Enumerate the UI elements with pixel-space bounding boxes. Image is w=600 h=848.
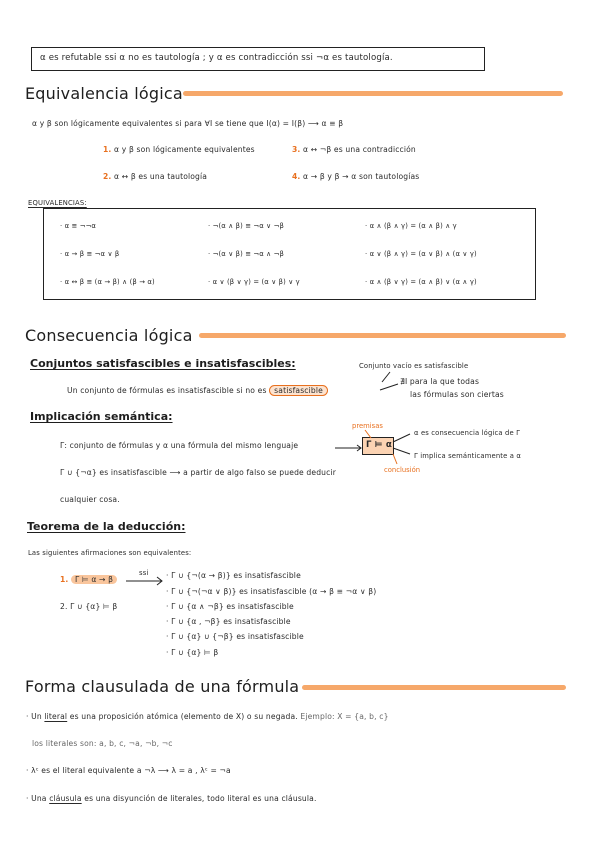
section-title-consecuencia: Consecuencia lógica [25, 326, 193, 345]
subtitle-implicacion: Implicación semántica: [30, 410, 173, 423]
equiv-item-2: 2. α ↔ β es una tautología [103, 172, 208, 181]
conclusion-label: conclusión [384, 466, 421, 474]
equivalences-label: EQUIVALENCIAS: [28, 199, 87, 207]
note-no-interpretation-2: las fórmulas son ciertas [410, 390, 504, 399]
subtitle-teorema: Teorema de la deducción: [27, 520, 186, 533]
equivalence-r3c1: · α ↔ β ≡ (α → β) ∧ (β → α) [60, 278, 155, 286]
section-title-equivalencia: Equivalencia lógica [25, 84, 183, 103]
section-underline-bar [183, 91, 563, 96]
entailment-formula: Γ ⊨ α [366, 440, 392, 450]
literal-term: literal [44, 712, 68, 721]
implication-description: Γ implica semánticamente a α [414, 452, 522, 460]
equivalence-r2c1: · α → β ≡ ¬α ∨ β [60, 250, 120, 258]
equiv-item-4: 4. α → β y β → α son tautologías [292, 172, 420, 181]
equiv-item-3: 3. α ↔ ¬β es una contradicción [292, 145, 416, 154]
literals-example: los literales son: a, b, c, ¬a, ¬b, ¬c [32, 739, 173, 748]
equivalence-r1c3: · α ∧ (β ∧ γ) = (α ∧ β) ∧ γ [365, 222, 457, 230]
literal-definition: · Un literal es una proposición atómica (elemento de X) o su negada. Ejemplo: X = {a, b, c} [26, 712, 389, 721]
deduction-list-5: · Γ ∪ {α} ∪ {¬β} es insatisfascible [166, 632, 304, 641]
note-no-interpretation-1: ∄I para la que todas [400, 377, 480, 386]
deduction-formula-highlight: Γ ⊨ α → β [71, 575, 117, 584]
deduction-list-3: · Γ ∪ {α ∧ ¬β} es insatisfascible [166, 602, 294, 611]
equivalence-r3c3: · α ∧ (β ∨ γ) = (α ∧ β) ∨ (α ∧ γ) [365, 278, 477, 286]
premisas-label: premisas [352, 422, 383, 430]
equivalence-definition: α y β son lógicamente equivalentes si para ∀I se tiene que I(α) = I(β) ⟶ α ≡ β [32, 119, 344, 128]
deduction-item-2: 2. Γ ∪ {α} ⊨ β [60, 602, 118, 611]
section-underline-bar [302, 685, 566, 690]
clausula-term: cláusula [49, 794, 82, 803]
equivalence-r1c1: · α ≡ ¬¬α [60, 222, 97, 230]
section-underline-bar [199, 333, 566, 338]
subtitle-conjuntos: Conjuntos satisfascibles e insatisfascibles: [30, 357, 296, 370]
insatisfascible-definition: Un conjunto de fórmulas es insatisfascible si no es satisfascible [67, 386, 328, 395]
section-title-forma-clausulada: Forma clausulada de una fórmula [25, 677, 300, 696]
complement-definition: · λᶜ es el literal equivalente a ¬λ ⟶ λ = a , λᶜ = ¬a [26, 766, 231, 775]
consequence-description: α es consecuencia lógica de Γ [414, 429, 521, 437]
deduction-list-2: · Γ ∪ {¬(¬α ∨ β)} es insatisfascible (α → β ≡ ¬α ∨ β) [166, 587, 377, 596]
equivalent-statements-intro: Las siguientes afirmaciones son equivalentes: [28, 549, 192, 557]
ssi-arrow [126, 576, 166, 586]
deduction-list-1: · Γ ∪ {¬(α → β)} es insatisfascible [166, 571, 301, 580]
deduction-list-6: · Γ ∪ {α} ⊨ β [166, 648, 219, 657]
equivalence-r3c2: · α ∨ (β ∨ γ) = (α ∨ β) ∨ γ [208, 278, 300, 286]
negation-insatisfascible: Γ ∪ {¬α} es insatisfascible ⟶ a partir de algo falso se puede deducir [60, 468, 337, 477]
note-empty-set: Conjunto vacío es satisfascible [359, 362, 469, 370]
satisfascible-highlight: satisfascible [269, 385, 328, 396]
equivalence-r2c2: · ¬(α ∨ β) ≡ ¬α ∧ ¬β [208, 250, 284, 258]
equiv-item-1: 1. α y β son lógicamente equivalentes [103, 145, 255, 154]
ssi-label: ssi [139, 569, 149, 577]
equivalence-r2c3: · α ∨ (β ∧ γ) = (α ∨ β) ∧ (α ∨ γ) [365, 250, 477, 258]
equivalence-r1c2: · ¬(α ∧ β) ≡ ¬α ∨ ¬β [208, 222, 284, 230]
deduction-item-1: 1. Γ ⊨ α → β [60, 575, 117, 584]
cualquier-cosa: cualquier cosa. [60, 495, 120, 504]
arrows-insatisfascible [370, 366, 410, 396]
deduction-list-4: · Γ ∪ {α , ¬β} es insatisfascible [166, 617, 291, 626]
clause-definition: · Una cláusula es una disyunción de literales, todo literal es una cláusula. [26, 794, 317, 803]
definition-text: α es refutable ssi α no es tautología ; y α es contradicción ssi ¬α es tautología. [40, 53, 393, 63]
gamma-definition: Γ: conjunto de fórmulas y α una fórmula del mismo lenguaje [60, 441, 299, 450]
